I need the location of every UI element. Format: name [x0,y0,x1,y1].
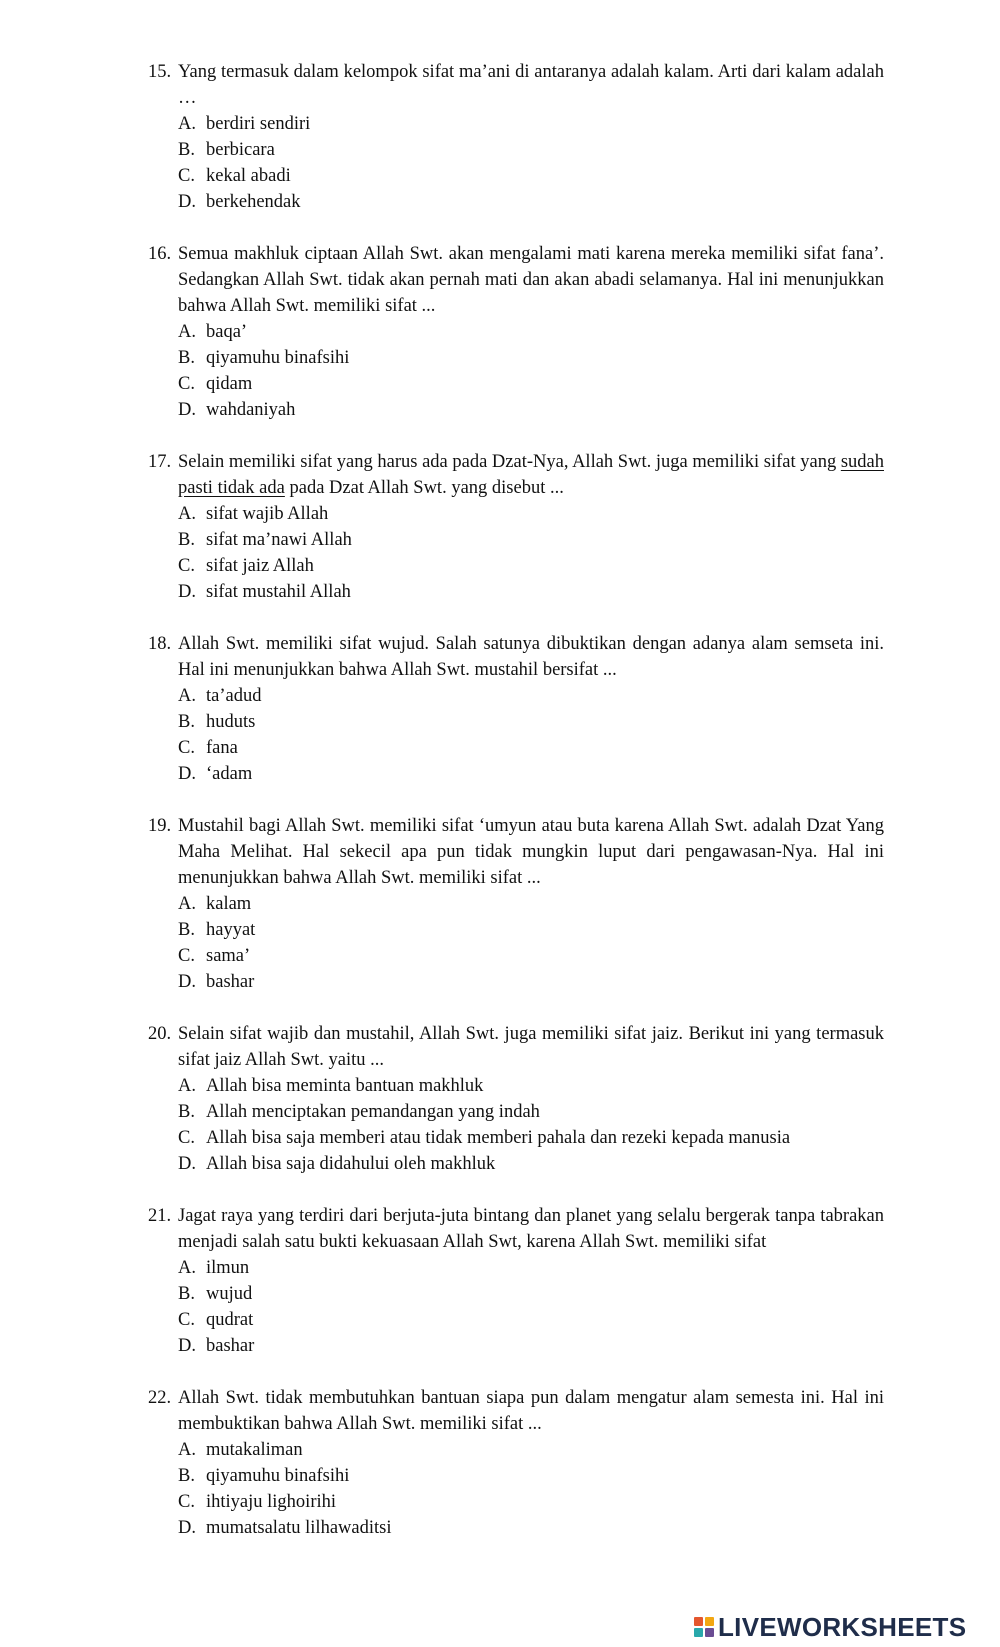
option-b[interactable] [0,527,1000,553]
question-text [178,1021,884,1073]
option-letter: D. [178,1154,196,1174]
worksheet-page [0,59,1000,1567]
question-text-part: Yang termasuk dalam kelompok sifat ma’ani di antaranya adalah kalam. Arti dari kalam adalah … [178,62,884,108]
option-a[interactable] [0,319,1000,345]
option-letter: B. [178,1284,195,1304]
option-letter: D. [178,972,196,992]
option-letter: B. [178,530,195,550]
option-text: mumatsalatu lilhawaditsi [206,1518,392,1538]
question-text [178,631,884,683]
logo-square-icon [705,1628,714,1637]
question-text-part: Mustahil bagi Allah Swt. memiliki sifat ‘umyun atau buta karena Allah Swt. adalah Dzat Yang Maha Melihat. Hal sekecil apa pun tidak mungkin luput dari pengawasan-Nya. Hal ini menunjukkan bahwa Allah Swt. memiliki sifat ... [178,816,884,888]
question-text [178,449,884,501]
answer-options [0,891,1000,995]
option-text: qudrat [206,1310,254,1330]
option-a[interactable] [0,891,1000,917]
question-number: 19. [148,816,172,836]
option-text: baqa’ [206,322,248,342]
option-d[interactable] [0,1151,1000,1177]
option-d[interactable] [0,397,1000,423]
option-text: wahdaniyah [206,400,296,420]
question-19 [0,813,1000,995]
option-letter: B. [178,712,195,732]
option-b[interactable] [0,1281,1000,1307]
option-d[interactable] [0,1515,1000,1541]
option-letter: A. [178,894,196,914]
option-b[interactable] [0,1463,1000,1489]
option-a[interactable] [0,501,1000,527]
option-letter: C. [178,1128,195,1148]
option-d[interactable] [0,969,1000,995]
option-text: berkehendak [206,192,301,212]
option-text: Allah bisa saja didahului oleh makhluk [206,1154,496,1174]
question-22 [0,1385,1000,1541]
option-letter: B. [178,140,195,160]
option-text: Allah bisa saja memberi atau tidak memberi pahala dan rezeki kepada manusia [206,1128,791,1148]
option-a[interactable] [0,1437,1000,1463]
option-letter: B. [178,920,195,940]
option-c[interactable] [0,371,1000,397]
option-c[interactable] [0,1125,1000,1151]
option-letter: C. [178,556,195,576]
option-text: berbicara [206,140,275,160]
option-text: sama’ [206,946,251,966]
question-text [178,1203,884,1255]
option-b[interactable] [0,709,1000,735]
question-number: 17. [148,452,172,472]
option-letter: B. [178,348,195,368]
option-b[interactable] [0,345,1000,371]
option-letter: D. [178,582,196,602]
question-18 [0,631,1000,787]
answer-options [0,501,1000,605]
option-letter: A. [178,504,196,524]
underlined-phrase: sudah pasti tidak ada [178,452,884,498]
option-text: Allah menciptakan pemandangan yang indah [206,1102,540,1122]
option-text: kekal abadi [206,166,291,186]
option-text: mutakaliman [206,1440,303,1460]
option-text: sifat jaiz Allah [206,556,314,576]
option-letter: A. [178,1258,196,1278]
liveworksheets-wordmark: LIVEWORKSHEETS [718,1611,967,1642]
option-text: ilmun [206,1258,250,1278]
option-c[interactable] [0,1307,1000,1333]
option-a[interactable] [0,683,1000,709]
option-letter: C. [178,166,195,186]
option-c[interactable] [0,943,1000,969]
option-text: sifat ma’nawi Allah [206,530,352,550]
question-text-part: Jagat raya yang terdiri dari berjuta-juta bintang dan planet yang selalu bergerak tanpa tabrakan menjadi salah satu bukti kekuasaan Allah Swt, karena Allah Swt. memiliki sifat [178,1206,884,1252]
question-text-part: Selain memiliki sifat yang harus ada pada Dzat-Nya, Allah Swt. juga memiliki sifat yang [178,452,841,472]
question-text [178,59,884,111]
option-text: bashar [206,972,255,992]
question-text-part: pada Dzat Allah Swt. yang disebut ... [284,478,564,498]
option-letter: A. [178,322,196,342]
option-text: sifat wajib Allah [206,504,329,524]
option-text: qiyamuhu binafsihi [206,348,350,368]
question-number: 15. [148,62,172,82]
option-b[interactable] [0,917,1000,943]
answer-options [0,1073,1000,1177]
answer-options [0,1255,1000,1359]
option-text: ta’adud [206,686,262,706]
option-text: qidam [206,374,253,394]
option-letter: C. [178,1492,195,1512]
liveworksheets-logo [694,1612,966,1642]
option-letter: B. [178,1102,195,1122]
option-d[interactable] [0,761,1000,787]
question-number: 21. [148,1206,172,1226]
option-d[interactable] [0,579,1000,605]
answer-options [0,683,1000,787]
logo-square-icon [694,1628,703,1637]
option-text: wujud [206,1284,253,1304]
option-text: berdiri sendiri [206,114,311,134]
option-text: sifat mustahil Allah [206,582,351,602]
question-number: 20. [148,1024,172,1044]
question-number: 22. [148,1388,172,1408]
option-text: bashar [206,1336,255,1356]
question-text [178,1385,884,1437]
option-letter: A. [178,1440,196,1460]
option-letter: C. [178,738,195,758]
question-17 [0,449,1000,605]
option-b[interactable] [0,137,1000,163]
option-c[interactable] [0,1489,1000,1515]
option-text: fana [206,738,238,758]
question-21 [0,1203,1000,1359]
liveworksheets-logo-icon [694,1617,714,1637]
option-text: kalam [206,894,252,914]
option-text: ihtiyaju lighoirihi [206,1492,337,1512]
option-letter: A. [178,1076,196,1096]
option-letter: A. [178,686,196,706]
option-letter: C. [178,374,195,394]
option-a[interactable] [0,111,1000,137]
question-text-part: Semua makhluk ciptaan Allah Swt. akan mengalami mati karena mereka memiliki sifat fana’. Sedangkan Allah Swt. tidak akan pernah mati dan akan abadi selamanya. Hal ini menunjukkan bahwa Allah Swt. memiliki sifat ... [178,244,884,316]
option-text: huduts [206,712,256,732]
option-a[interactable] [0,1255,1000,1281]
option-letter: D. [178,1518,196,1538]
option-a[interactable] [0,1073,1000,1099]
option-text: Allah bisa meminta bantuan makhluk [206,1076,484,1096]
option-d[interactable] [0,189,1000,215]
option-text: qiyamuhu binafsihi [206,1466,350,1486]
question-text-part: Allah Swt. tidak membutuhkan bantuan siapa pun dalam mengatur alam semesta ini. Hal ini membuktikan bahwa Allah Swt. memiliki sifat ... [178,1388,884,1434]
answer-options [0,1437,1000,1541]
question-number: 18. [148,634,172,654]
logo-square-icon [705,1617,714,1626]
option-d[interactable] [0,1333,1000,1359]
option-letter: A. [178,114,196,134]
question-20 [0,1021,1000,1177]
option-text: ‘adam [206,764,253,784]
option-letter: D. [178,764,196,784]
option-text: hayyat [206,920,256,940]
question-text-part: Selain sifat wajib dan mustahil, Allah Swt. juga memiliki sifat jaiz. Berikut ini yang termasuk sifat jaiz Allah Swt. yaitu ... [178,1024,884,1070]
option-c[interactable] [0,553,1000,579]
question-text [178,813,884,891]
option-letter: B. [178,1466,195,1486]
option-letter: D. [178,1336,196,1356]
option-letter: C. [178,1310,195,1330]
question-16 [0,241,1000,423]
question-15 [0,59,1000,215]
question-text-part: Allah Swt. memiliki sifat wujud. Salah satunya dibuktikan dengan adanya alam semseta ini. Hal ini menunjukkan bahwa Allah Swt. mustahil bersifat ... [178,634,884,680]
question-text [178,241,884,319]
option-letter: C. [178,946,195,966]
option-c[interactable] [0,163,1000,189]
answer-options [0,111,1000,215]
answer-options [0,319,1000,423]
option-letter: D. [178,400,196,420]
option-letter: D. [178,192,196,212]
logo-square-icon [694,1617,703,1626]
option-c[interactable] [0,735,1000,761]
question-number: 16. [148,244,172,264]
option-b[interactable] [0,1099,1000,1125]
